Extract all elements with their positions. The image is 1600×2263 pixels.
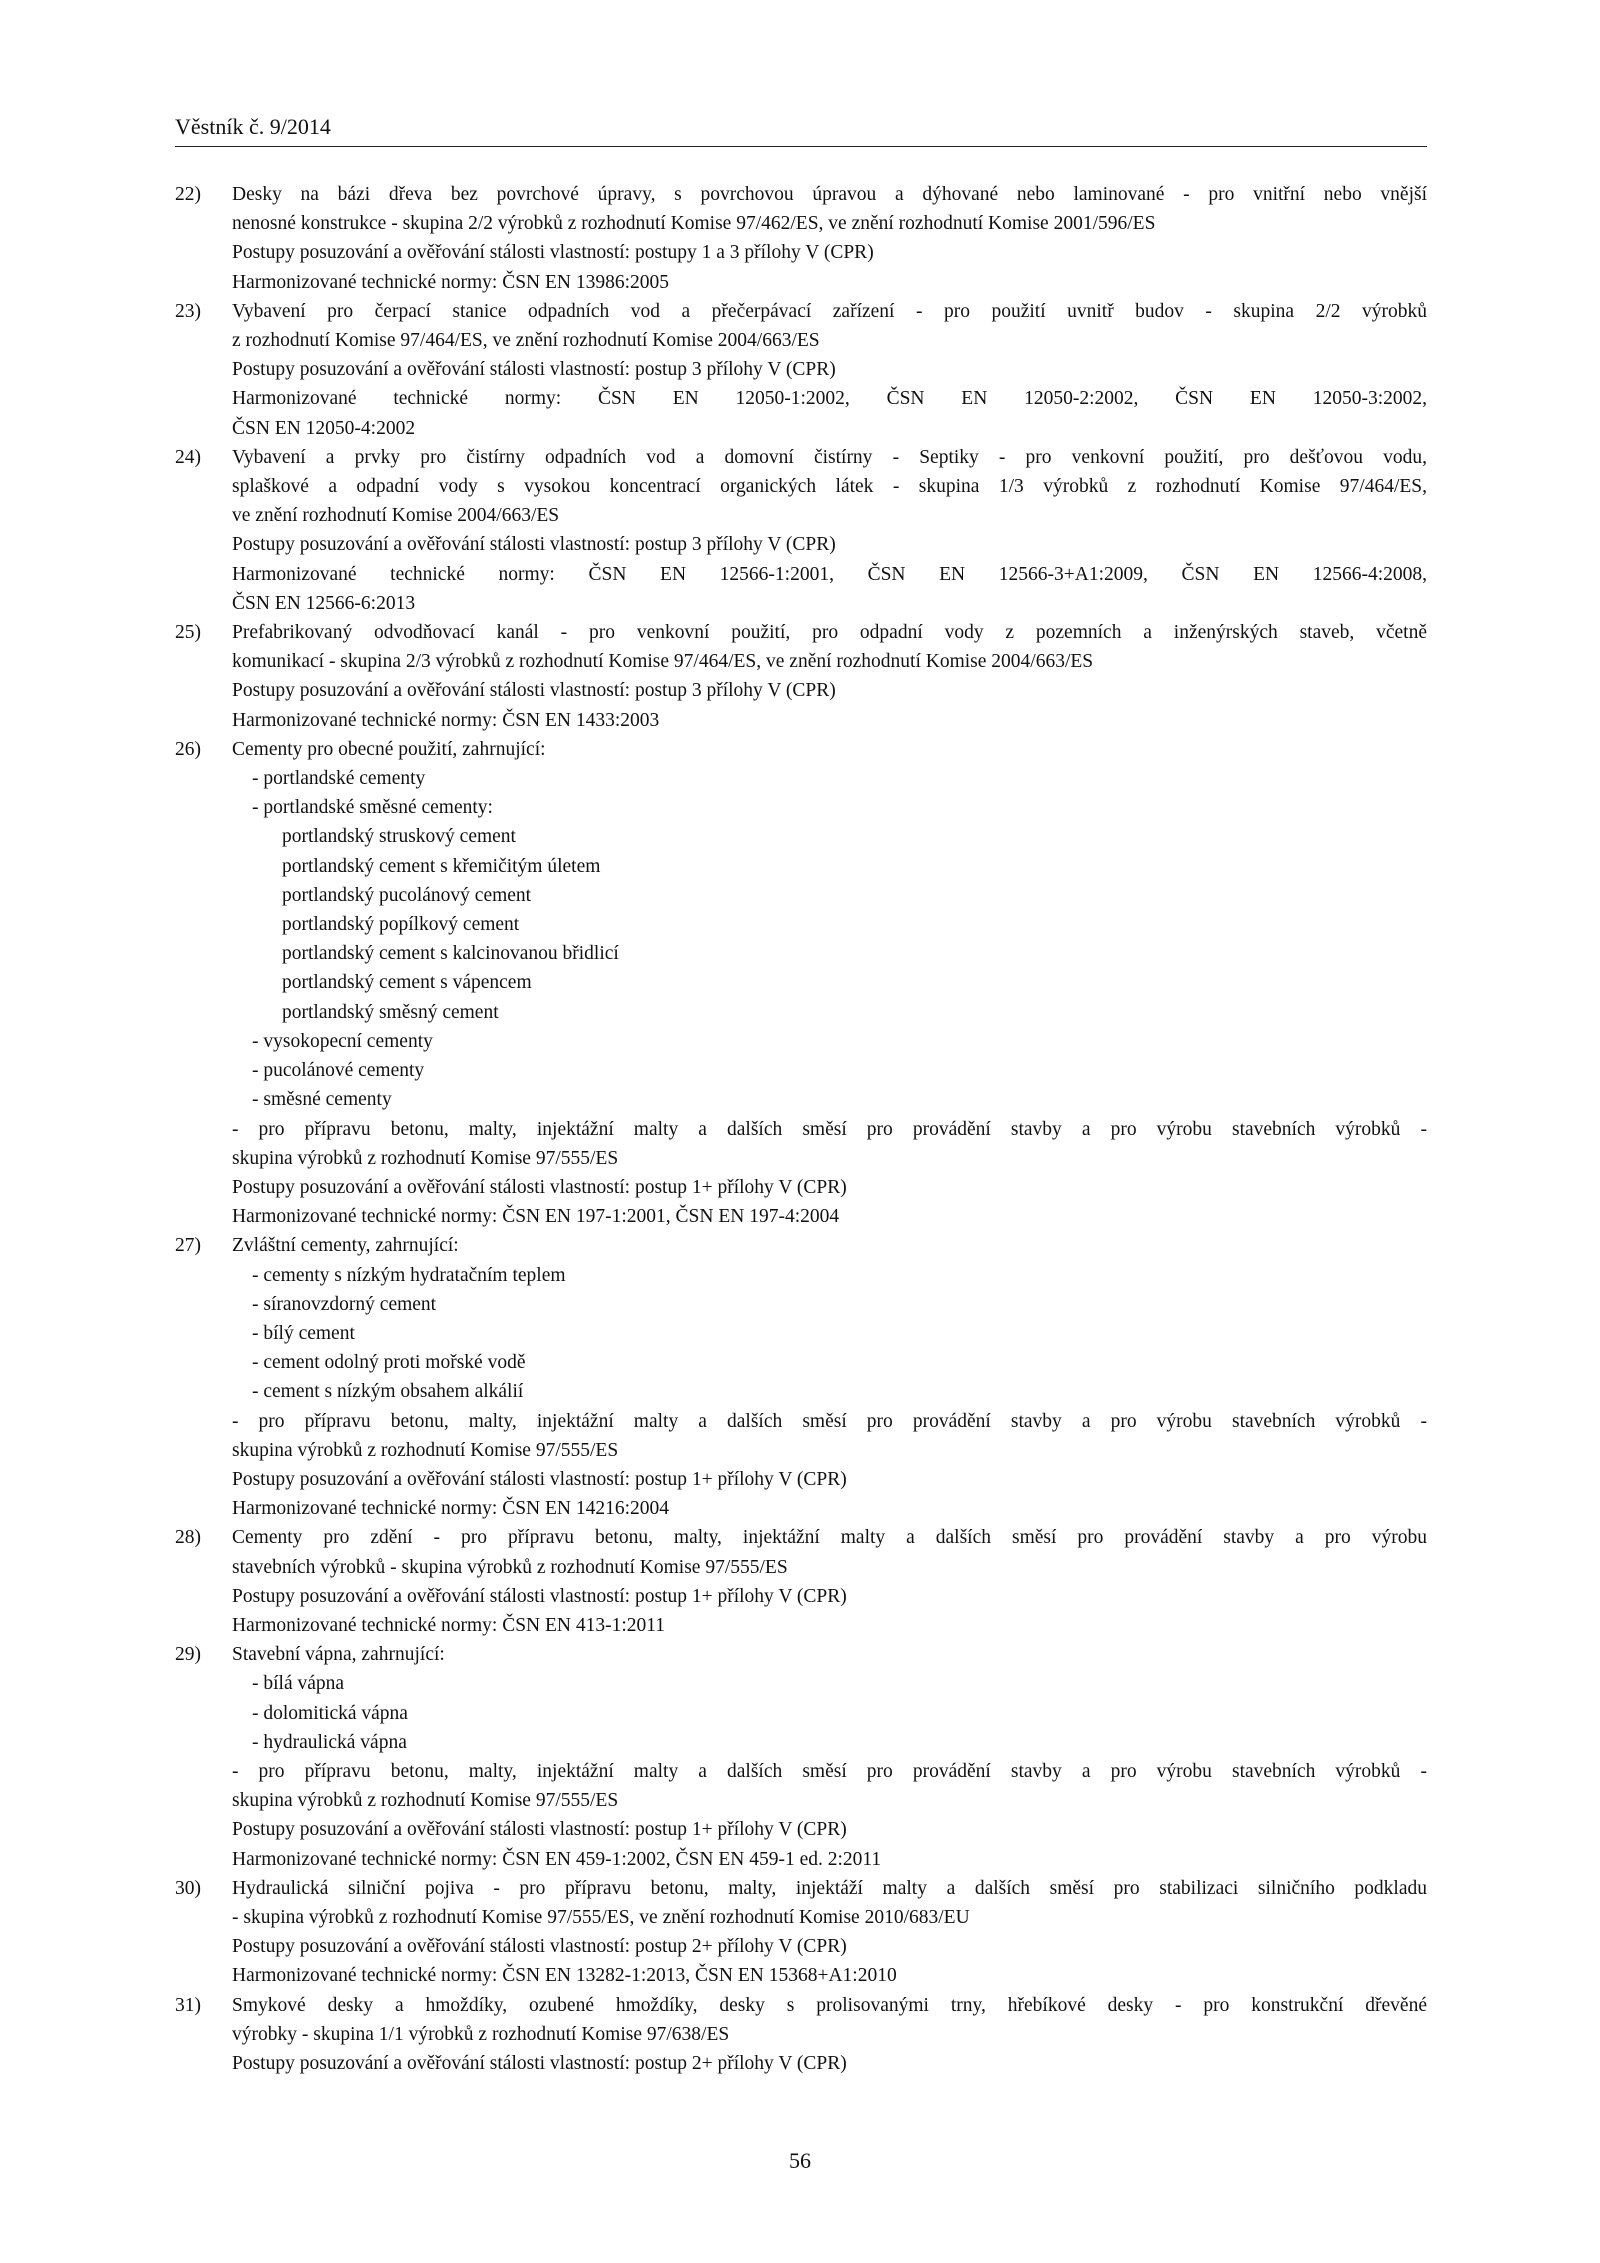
text-line: Postupy posuzování a ověřování stálosti vlastností: postup 1+ přílohy V (CPR)	[232, 1819, 847, 1841]
text-line: - pro přípravu betonu, malty, injektážní malty a dalších směsí pro provádění stavby a pro výrobu stavebních výrobků -	[232, 1760, 1427, 1782]
text-line: Postupy posuzování a ověřování stálosti vlastností: postup 3 přílohy V (CPR)	[232, 359, 836, 381]
list-item	[175, 443, 1427, 618]
text-line: skupina výrobků z rozhodnutí Komise 97/555/ES	[232, 1790, 619, 1812]
document-body	[175, 180, 1427, 2078]
sub-item-line: portlandský pucolánový cement	[282, 884, 532, 906]
text-line: Postupy posuzování a ověřování stálosti vlastností: postupy 1 a 3 přílohy V (CPR)	[232, 242, 874, 264]
list-item	[175, 1640, 1427, 1874]
sub-item-line: - cement s nízkým obsahem alkálií	[252, 1381, 524, 1403]
text-line: Cementy pro zdění - pro přípravu betonu, malty, injektážní malty a dalších směsí pro provádění stavby a pro výrobu	[232, 1527, 1427, 1549]
text-line: skupina výrobků z rozhodnutí Komise 97/555/ES	[232, 1147, 619, 1169]
list-item	[175, 1874, 1427, 1991]
text-line: - pro přípravu betonu, malty, injektážní malty a dalších směsí pro provádění stavby a pro výrobu stavebních výrobků -	[232, 1410, 1427, 1432]
sub-item-line: portlandský struskový cement	[282, 826, 516, 848]
header-divider	[175, 146, 1427, 147]
sub-item-line: portlandský popílkový cement	[282, 914, 520, 936]
sub-item-line: - pucolánové cementy	[252, 1060, 425, 1082]
list-item	[175, 297, 1427, 443]
sub-item-line: - bílý cement	[252, 1322, 355, 1344]
text-line: Zvláštní cementy, zahrnující:	[232, 1235, 459, 1257]
text-line: Cementy pro obecné použití, zahrnující:	[232, 738, 546, 760]
sub-item-line: - bílá vápna	[252, 1673, 345, 1695]
text-line: Postupy posuzování a ověřování stálosti vlastností: postup 2+ přílohy V (CPR)	[232, 1936, 847, 1958]
list-item	[175, 618, 1427, 735]
text-line: Vybavení a prvky pro čistírny odpadních vod a domovní čistírny - Septiky - pro venkovní použití, pro dešťovou vodu,	[232, 446, 1427, 468]
sub-item-line: - vysokopecní cementy	[252, 1030, 433, 1052]
list-item	[175, 180, 1427, 297]
list-item	[175, 1991, 1427, 2079]
text-line: ČSN EN 12566-6:2013	[232, 592, 416, 614]
item-number: 24)	[175, 446, 201, 468]
sub-item-line: - hydraulická vápna	[252, 1731, 407, 1753]
item-number: 26)	[175, 738, 201, 760]
list-item	[175, 1523, 1427, 1640]
text-line: Stavební vápna, zahrnující:	[232, 1644, 445, 1666]
text-line: - pro přípravu betonu, malty, injektážní malty a dalších směsí pro provádění stavby a pro výrobu stavebních výrobků -	[232, 1118, 1427, 1140]
text-line: Vybavení pro čerpací stanice odpadních vod a přečerpávací zařízení - pro použití uvnitř budov - skupina 2/2 výrobků	[232, 300, 1427, 322]
text-line: Hydraulická silniční pojiva - pro přípravu betonu, malty, injektáží malty a dalších směsí pro stabilizaci silničního podkladu	[232, 1877, 1427, 1899]
text-line: skupina výrobků z rozhodnutí Komise 97/555/ES	[232, 1439, 619, 1461]
text-line: Harmonizované technické normy: ČSN EN 12566-1:2001, ČSN EN 12566-3+A1:2009, ČSN EN 12566-4:2008,	[232, 563, 1427, 585]
text-line: Harmonizované technické normy: ČSN EN 459-1:2002, ČSN EN 459-1 ed. 2:2011	[232, 1848, 882, 1870]
text-line: Harmonizované technické normy: ČSN EN 12050-1:2002, ČSN EN 12050-2:2002, ČSN EN 12050-3:2002,	[232, 388, 1427, 410]
list-item	[175, 735, 1427, 1231]
item-number: 25)	[175, 622, 201, 644]
list-item	[175, 1231, 1427, 1523]
text-line: Desky na bázi dřeva bez povrchové úpravy, s povrchovou úpravou a dýhované nebo laminované - pro vnitřní nebo vnější	[232, 184, 1427, 205]
text-line: Harmonizované technické normy: ČSN EN 13986:2005	[232, 271, 670, 293]
text-line: Harmonizované technické normy: ČSN EN 13282-1:2013, ČSN EN 15368+A1:2010	[232, 1965, 897, 1987]
text-line: Harmonizované technické normy: ČSN EN 413-1:2011	[232, 1614, 666, 1636]
text-line: komunikací - skupina 2/3 výrobků z rozhodnutí Komise 97/464/ES, ve znění rozhodnutí Komise 2004/663/ES	[232, 651, 1094, 673]
text-line: Postupy posuzování a ověřování stálosti vlastností: postup 3 přílohy V (CPR)	[232, 680, 836, 702]
sub-item-line: portlandský cement s kalcinovanou břidlicí	[282, 943, 619, 965]
text-line: ČSN EN 12050-4:2002	[232, 417, 416, 439]
sub-item-line: portlandský cement s vápencem	[282, 972, 532, 994]
sub-item-line: - cementy s nízkým hydratačním teplem	[252, 1264, 566, 1286]
item-number: 29)	[175, 1644, 201, 1666]
sub-item-line: - cement odolný proti mořské vodě	[252, 1352, 526, 1374]
text-line: Smykové desky a hmoždíky, ozubené hmoždíky, desky s prolisovanými trny, hřebíkové desky - pro konstrukční dřevěné	[232, 1994, 1427, 2016]
item-number: 28)	[175, 1527, 201, 1549]
text-line: Harmonizované technické normy: ČSN EN 1433:2003	[232, 709, 660, 731]
text-line: Postupy posuzování a ověřování stálosti vlastností: postup 1+ přílohy V (CPR)	[232, 1585, 847, 1607]
text-line: nenosné konstrukce - skupina 2/2 výrobků z rozhodnutí Komise 97/462/ES, ve znění rozhodnutí Komise 2001/596/ES	[232, 213, 1156, 235]
page-number: 56	[789, 2148, 811, 2173]
sub-item-line: portlandský cement s křemičitým úletem	[282, 855, 601, 877]
sub-item-line: - dolomitická vápna	[252, 1702, 408, 1724]
sub-item-line: portlandský směsný cement	[282, 1001, 499, 1023]
text-line: - skupina výrobků z rozhodnutí Komise 97/555/ES, ve znění rozhodnutí Komise 2010/683/EU	[232, 1906, 970, 1928]
text-line: z rozhodnutí Komise 97/464/ES, ve znění rozhodnutí Komise 2004/663/ES	[232, 330, 820, 352]
page-header-title: Věstník č. 9/2014	[175, 114, 331, 139]
sub-item-line: - síranovzdorný cement	[252, 1293, 437, 1315]
sub-item-line: - směsné cementy	[252, 1089, 392, 1111]
item-number: 30)	[175, 1877, 201, 1899]
text-line: Postupy posuzování a ověřování stálosti vlastností: postup 2+ přílohy V (CPR)	[232, 2053, 847, 2074]
sub-item-line: - portlandské směsné cementy:	[252, 797, 493, 819]
text-line: Prefabrikovaný odvodňovací kanál - pro venkovní použití, pro odpadní vody z pozemních a inženýrských staveb, včetně	[232, 622, 1427, 644]
text-line: Harmonizované technické normy: ČSN EN 197-1:2001, ČSN EN 197-4:2004	[232, 1206, 840, 1228]
text-line: ve znění rozhodnutí Komise 2004/663/ES	[232, 505, 560, 527]
text-line: Postupy posuzování a ověřování stálosti vlastností: postup 1+ přílohy V (CPR)	[232, 1468, 847, 1490]
text-line: stavebních výrobků - skupina výrobků z rozhodnutí Komise 97/555/ES	[232, 1556, 788, 1578]
text-line: Postupy posuzování a ověřování stálosti vlastností: postup 3 přílohy V (CPR)	[232, 534, 836, 556]
text-line: Harmonizované technické normy: ČSN EN 14216:2004	[232, 1498, 670, 1520]
text-line: Postupy posuzování a ověřování stálosti vlastností: postup 1+ přílohy V (CPR)	[232, 1176, 847, 1198]
item-number: 31)	[175, 1994, 201, 2016]
text-line: splaškové a odpadní vody s vysokou koncentrací organických látek - skupina 1/3 výrobků z rozhodnutí Komise 97/464/ES,	[232, 476, 1427, 498]
text-line: výrobky - skupina 1/1 výrobků z rozhodnutí Komise 97/638/ES	[232, 2023, 730, 2045]
sub-item-line: - portlandské cementy	[252, 768, 426, 790]
item-number: 27)	[175, 1235, 201, 1257]
item-number: 22)	[175, 184, 201, 205]
item-number: 23)	[175, 300, 201, 322]
